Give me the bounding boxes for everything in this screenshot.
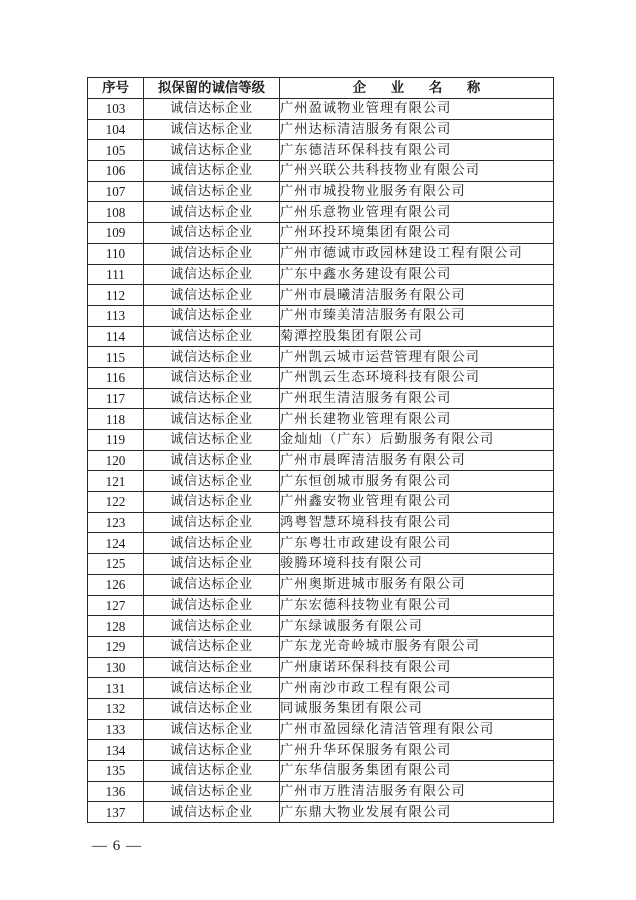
serial-number-cell: 112 xyxy=(88,285,144,306)
table-row xyxy=(88,347,554,368)
serial-number-cell: 117 xyxy=(88,388,144,409)
credit-level-cell: 诚信达标企业 xyxy=(144,574,280,595)
credit-level-cell: 诚信达标企业 xyxy=(144,305,280,326)
table-row xyxy=(88,781,554,802)
credit-level-cell: 诚信达标企业 xyxy=(144,719,280,740)
table-row xyxy=(88,698,554,719)
serial-number-cell: 135 xyxy=(88,761,144,782)
enterprise-name-cell: 广州盈诚物业管理有限公司 xyxy=(280,99,554,120)
enterprise-name-cell: 金灿灿（广东）后勤服务有限公司 xyxy=(280,430,554,451)
table-row xyxy=(88,264,554,285)
enterprise-name-cell: 广州环投环境集团有限公司 xyxy=(280,223,554,244)
serial-number-cell: 115 xyxy=(88,347,144,368)
credit-level-cell: 诚信达标企业 xyxy=(144,616,280,637)
serial-number-cell: 128 xyxy=(88,616,144,637)
credit-level-cell: 诚信达标企业 xyxy=(144,657,280,678)
credit-level-cell: 诚信达标企业 xyxy=(144,533,280,554)
serial-number-cell: 107 xyxy=(88,181,144,202)
enterprise-name-cell: 广州市德诚市政园林建设工程有限公司 xyxy=(280,243,554,264)
credit-level-cell: 诚信达标企业 xyxy=(144,285,280,306)
credit-level-cell: 诚信达标企业 xyxy=(144,450,280,471)
serial-number-cell: 130 xyxy=(88,657,144,678)
enterprise-name-cell: 广州鑫安物业管理有限公司 xyxy=(280,492,554,513)
table-header xyxy=(88,78,554,99)
serial-number-cell: 133 xyxy=(88,719,144,740)
credit-level-cell: 诚信达标企业 xyxy=(144,223,280,244)
serial-number-cell: 131 xyxy=(88,678,144,699)
credit-level-cell: 诚信达标企业 xyxy=(144,264,280,285)
table-row xyxy=(88,202,554,223)
table-row xyxy=(88,161,554,182)
serial-number-cell: 103 xyxy=(88,99,144,120)
credit-level-cell: 诚信达标企业 xyxy=(144,595,280,616)
table-row xyxy=(88,657,554,678)
serial-number-cell: 104 xyxy=(88,119,144,140)
table-row xyxy=(88,119,554,140)
serial-number-cell: 119 xyxy=(88,430,144,451)
table-row xyxy=(88,430,554,451)
serial-number-cell: 122 xyxy=(88,492,144,513)
serial-number-cell: 136 xyxy=(88,781,144,802)
credit-level-cell: 诚信达标企业 xyxy=(144,388,280,409)
enterprise-name-cell: 广州乐意物业管理有限公司 xyxy=(280,202,554,223)
enterprise-name-cell: 广东德洁环保科技有限公司 xyxy=(280,140,554,161)
credit-level-cell: 诚信达标企业 xyxy=(144,802,280,823)
table-row xyxy=(88,99,554,120)
table-row xyxy=(88,533,554,554)
table-row xyxy=(88,574,554,595)
serial-number-cell: 132 xyxy=(88,698,144,719)
table-row xyxy=(88,554,554,575)
serial-number-cell: 111 xyxy=(88,264,144,285)
enterprise-name-cell: 鸿粤智慧环境科技有限公司 xyxy=(280,512,554,533)
serial-number-cell: 114 xyxy=(88,326,144,347)
enterprise-name-cell: 广州凯云生态环境科技有限公司 xyxy=(280,367,554,388)
table-body xyxy=(88,99,554,823)
enterprise-name-cell: 广东华信服务集团有限公司 xyxy=(280,761,554,782)
enterprise-name-cell: 广州市臻美清洁服务有限公司 xyxy=(280,305,554,326)
credit-level-cell: 诚信达标企业 xyxy=(144,492,280,513)
credit-level-cell: 诚信达标企业 xyxy=(144,99,280,120)
table-row xyxy=(88,802,554,823)
serial-number-cell: 123 xyxy=(88,512,144,533)
enterprise-name-cell: 广东龙光奇岭城市服务有限公司 xyxy=(280,636,554,657)
table-row xyxy=(88,471,554,492)
serial-number-cell: 129 xyxy=(88,636,144,657)
enterprise-name-cell: 广州达标清洁服务有限公司 xyxy=(280,119,554,140)
enterprise-roster-table xyxy=(87,77,554,823)
table-row xyxy=(88,761,554,782)
enterprise-name-cell: 广东中鑫水务建设有限公司 xyxy=(280,264,554,285)
enterprise-name-cell: 广州南沙市政工程有限公司 xyxy=(280,678,554,699)
serial-number-cell: 118 xyxy=(88,409,144,430)
credit-level-cell: 诚信达标企业 xyxy=(144,781,280,802)
table-row xyxy=(88,492,554,513)
serial-number-cell: 110 xyxy=(88,243,144,264)
enterprise-name-cell: 广州康诺环保科技有限公司 xyxy=(280,657,554,678)
credit-level-cell: 诚信达标企业 xyxy=(144,430,280,451)
header-serial-number: 序号 xyxy=(88,78,144,99)
credit-level-cell: 诚信达标企业 xyxy=(144,181,280,202)
table-row xyxy=(88,595,554,616)
credit-level-cell: 诚信达标企业 xyxy=(144,161,280,182)
table-row xyxy=(88,181,554,202)
table-row xyxy=(88,740,554,761)
enterprise-name-cell: 广东绿诚服务有限公司 xyxy=(280,616,554,637)
enterprise-name-cell: 广州市盈园绿化清洁管理有限公司 xyxy=(280,719,554,740)
table-row xyxy=(88,409,554,430)
table-row xyxy=(88,285,554,306)
enterprise-name-cell: 广州长建物业管理有限公司 xyxy=(280,409,554,430)
enterprise-name-cell: 同诚服务集团有限公司 xyxy=(280,698,554,719)
serial-number-cell: 113 xyxy=(88,305,144,326)
credit-level-cell: 诚信达标企业 xyxy=(144,761,280,782)
serial-number-cell: 109 xyxy=(88,223,144,244)
serial-number-cell: 121 xyxy=(88,471,144,492)
credit-level-cell: 诚信达标企业 xyxy=(144,202,280,223)
enterprise-name-cell: 菊潭控股集团有限公司 xyxy=(280,326,554,347)
serial-number-cell: 127 xyxy=(88,595,144,616)
credit-level-cell: 诚信达标企业 xyxy=(144,678,280,699)
table-row xyxy=(88,636,554,657)
enterprise-name-cell: 广东鼎大物业发展有限公司 xyxy=(280,802,554,823)
serial-number-cell: 105 xyxy=(88,140,144,161)
credit-level-cell: 诚信达标企业 xyxy=(144,140,280,161)
enterprise-name-cell: 广州奥斯进城市服务有限公司 xyxy=(280,574,554,595)
credit-level-cell: 诚信达标企业 xyxy=(144,554,280,575)
serial-number-cell: 108 xyxy=(88,202,144,223)
enterprise-name-cell: 广东宏德科技物业有限公司 xyxy=(280,595,554,616)
credit-level-cell: 诚信达标企业 xyxy=(144,512,280,533)
enterprise-name-cell: 广州市万胜清洁服务有限公司 xyxy=(280,781,554,802)
serial-number-cell: 106 xyxy=(88,161,144,182)
table-row xyxy=(88,512,554,533)
credit-level-cell: 诚信达标企业 xyxy=(144,347,280,368)
credit-level-cell: 诚信达标企业 xyxy=(144,326,280,347)
table-row xyxy=(88,367,554,388)
header-credit-level: 拟保留的诚信等级 xyxy=(144,78,280,99)
header-row xyxy=(88,78,554,99)
serial-number-cell: 120 xyxy=(88,450,144,471)
serial-number-cell: 124 xyxy=(88,533,144,554)
enterprise-name-cell: 广州升华环保服务有限公司 xyxy=(280,740,554,761)
credit-level-cell: 诚信达标企业 xyxy=(144,740,280,761)
serial-number-cell: 134 xyxy=(88,740,144,761)
table-row xyxy=(88,223,554,244)
credit-level-cell: 诚信达标企业 xyxy=(144,119,280,140)
table-row xyxy=(88,450,554,471)
enterprise-name-cell: 广州珉生清洁服务有限公司 xyxy=(280,388,554,409)
credit-level-cell: 诚信达标企业 xyxy=(144,636,280,657)
table-row xyxy=(88,305,554,326)
table-row xyxy=(88,616,554,637)
header-enterprise-name: 企 业 名 称 xyxy=(280,78,554,99)
enterprise-name-cell: 广州凯云城市运营管理有限公司 xyxy=(280,347,554,368)
page-number: — 6 — xyxy=(92,838,142,854)
enterprise-name-cell: 广州兴联公共科技物业有限公司 xyxy=(280,161,554,182)
table-row xyxy=(88,388,554,409)
serial-number-cell: 116 xyxy=(88,367,144,388)
enterprise-name-cell: 骏腾环境科技有限公司 xyxy=(280,554,554,575)
table-row xyxy=(88,678,554,699)
credit-level-cell: 诚信达标企业 xyxy=(144,698,280,719)
enterprise-name-cell: 广东粤壮市政建设有限公司 xyxy=(280,533,554,554)
table-row xyxy=(88,326,554,347)
table-row xyxy=(88,243,554,264)
enterprise-name-cell: 广州市城投物业服务有限公司 xyxy=(280,181,554,202)
enterprise-name-cell: 广州市晨曦清洁服务有限公司 xyxy=(280,285,554,306)
serial-number-cell: 126 xyxy=(88,574,144,595)
serial-number-cell: 137 xyxy=(88,802,144,823)
serial-number-cell: 125 xyxy=(88,554,144,575)
credit-level-cell: 诚信达标企业 xyxy=(144,409,280,430)
credit-level-cell: 诚信达标企业 xyxy=(144,367,280,388)
enterprise-name-cell: 广州市晨晖清洁服务有限公司 xyxy=(280,450,554,471)
credit-level-cell: 诚信达标企业 xyxy=(144,471,280,492)
credit-level-cell: 诚信达标企业 xyxy=(144,243,280,264)
table-row xyxy=(88,140,554,161)
enterprise-name-cell: 广东恒创城市服务有限公司 xyxy=(280,471,554,492)
table-row xyxy=(88,719,554,740)
